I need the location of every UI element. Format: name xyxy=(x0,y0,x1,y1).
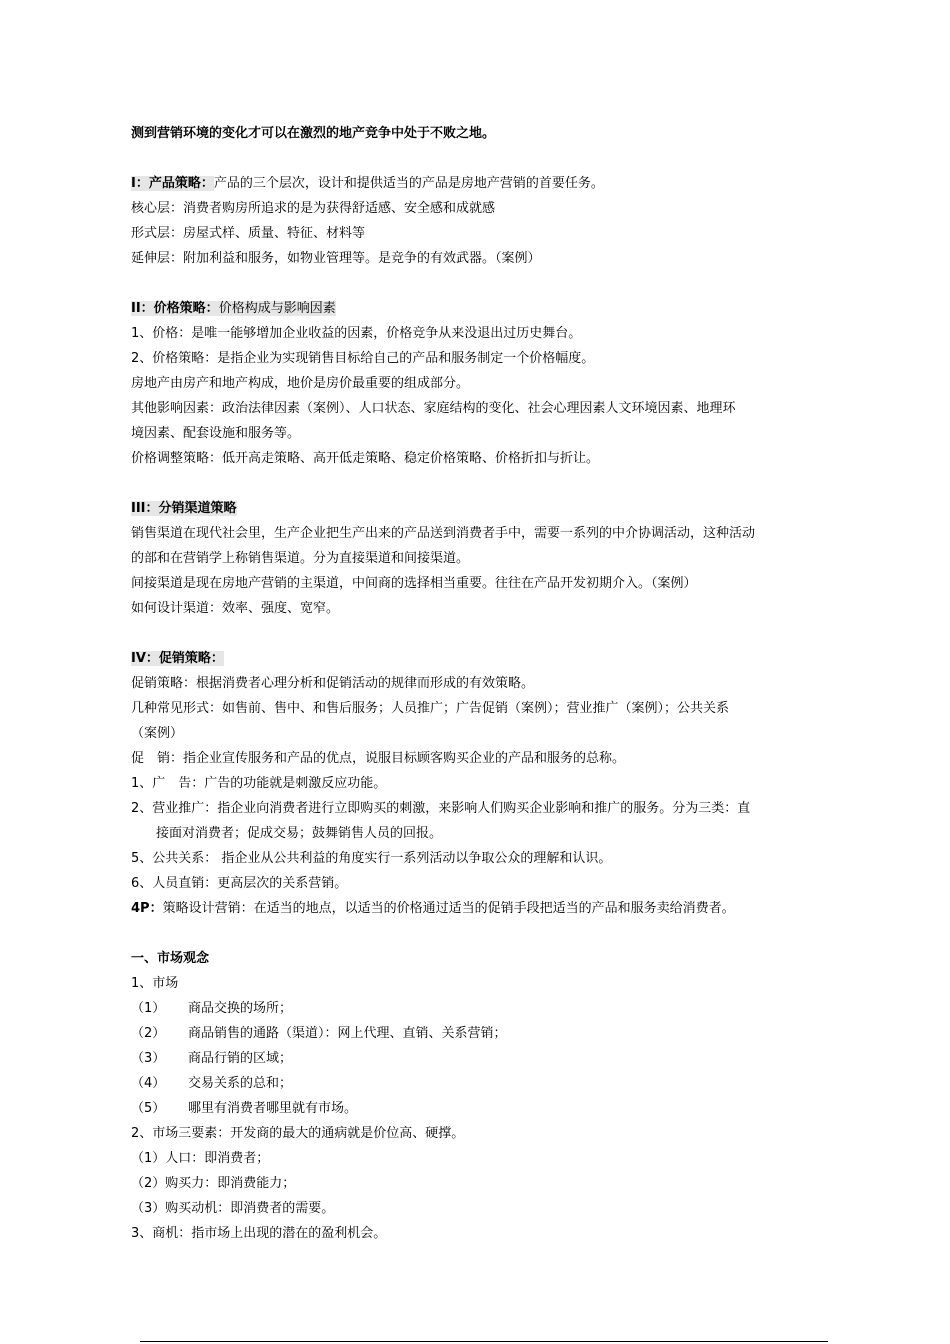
product-strategy-heading-line xyxy=(131,171,821,196)
paragraph-line: 促销策略：根据消费者心理分析和促销活动的规律而形成的有效策略。 xyxy=(131,676,535,691)
market-concept-heading: 一、市场观念 xyxy=(131,951,210,966)
product-strategy-text: 产品的三个层次，设计和提供适当的产品是房地产营销的首要任务。 xyxy=(213,176,604,191)
paragraph-line: 几种常见形式：如售前、售中、和售后服务；人员推广；广告促销（案例）；营业推广（案例）；公共关系 xyxy=(131,701,730,716)
paragraph-line: 核心层：消费者购房所追求的是为获得舒适感、安全感和成就感 xyxy=(131,201,496,216)
list-item: （3）购买动机：即消费者的需要。 xyxy=(131,1201,335,1216)
intro-line: 测到营销环境的变化才可以在激烈的地产竞争中处于不败之地。 xyxy=(131,126,496,141)
channel-strategy-heading: III：分销渠道策略 xyxy=(131,501,237,516)
paragraph-line: 境因素、配套设施和服务等。 xyxy=(131,426,301,441)
document-page xyxy=(131,121,821,1246)
paragraph-line: 的部和在营销学上称销售渠道。分为直接渠道和间接渠道。 xyxy=(131,551,470,566)
paragraph-line: 2、市场三要素：开发商的最大的通病就是价位高、硬撑。 xyxy=(131,1126,465,1141)
paragraph-line: 6、人员直销：更高层次的关系营销。 xyxy=(131,876,348,891)
paragraph-line: 3、商机：指市场上出现的潜在的盈利机会。 xyxy=(131,1226,387,1241)
paragraph-line: 其他影响因素：政治法律因素（案例）、人口状态、家庭结构的变化、社会心理因素人文环境因素、地理环 xyxy=(131,401,736,416)
paragraph-line: （案例） xyxy=(131,726,184,741)
paragraph-line: 房地产由房产和地产构成，地价是房价最重要的组成部分。 xyxy=(131,376,470,391)
paragraph-line: 1、广 告：广告的功能就是刺激反应功能。 xyxy=(131,776,387,791)
4p-line xyxy=(131,896,821,921)
paragraph-line: 1、价格：是唯一能够增加企业收益的因素，价格竞争从来没退出过历史舞台。 xyxy=(131,326,582,341)
promotion-strategy-heading-line xyxy=(131,646,821,671)
price-strategy-heading-line xyxy=(131,296,821,321)
list-item: （2）购买力：即消费能力； xyxy=(131,1176,296,1191)
footer-rule xyxy=(140,1341,828,1342)
paragraph-line: 1、市场 xyxy=(131,976,179,991)
list-item: （3） 商品行销的区域； xyxy=(131,1051,293,1066)
spacer xyxy=(131,621,821,646)
paragraph-line: 延伸层：附加利益和服务，如物业管理等。是竞争的有效武器。（案例） xyxy=(131,251,541,266)
paragraph-line: 形式层：房屋式样、质量、特征、材料等 xyxy=(131,226,366,241)
4p-label: 4P： xyxy=(131,901,163,916)
paragraph-line: 价格调整策略：低开高走策略、高开低走策略、稳定价格策略、价格折扣与折让。 xyxy=(131,451,600,466)
list-item: （1） 商品交换的场所； xyxy=(131,1001,293,1016)
spacer xyxy=(131,271,821,296)
paragraph-line: 如何设计渠道：效率、强度、宽窄。 xyxy=(131,601,340,616)
paragraph-line: 5、公共关系： 指企业从公共利益的角度实行一系列活动以争取公众的理解和认识。 xyxy=(131,851,612,866)
list-item: （2） 商品销售的通路（渠道）：网上代理、直销、关系营销； xyxy=(131,1026,507,1041)
paragraph-line: 接面对消费者；促成交易；鼓舞销售人员的回报。 xyxy=(156,826,443,841)
paragraph-line: 2、价格策略：是指企业为实现销售目标给自己的产品和服务制定一个价格幅度。 xyxy=(131,351,595,366)
spacer xyxy=(131,921,821,946)
promotion-strategy-heading: IV：促销策略： xyxy=(131,651,224,666)
4p-text: 策略设计营销：在适当的地点，以适当的价格通过适当的促销手段把适当的产品和服务卖给消费者。 xyxy=(162,901,735,916)
spacer xyxy=(131,471,821,496)
channel-strategy-heading-line xyxy=(131,496,821,521)
paragraph-line: 销售渠道在现代社会里，生产企业把生产出来的产品送到消费者手中，需要一系列的中介协调活动，这种活动 xyxy=(131,526,756,541)
paragraph-line: 间接渠道是现在房地产营销的主渠道，中间商的选择相当重要。往往在产品开发初期介入。（案例） xyxy=(131,576,697,591)
spacer xyxy=(131,146,821,171)
product-strategy-heading: I：产品策略： xyxy=(131,176,214,191)
paragraph-line: 促 销：指企业宣传服务和产品的优点，说服目标顾客购买企业的产品和服务的总称。 xyxy=(131,751,626,766)
list-item: （4） 交易关系的总和； xyxy=(131,1076,293,1091)
price-strategy-text: 价格构成与影响因素 xyxy=(218,301,336,316)
list-item: （5） 哪里有消费者哪里就有市场。 xyxy=(131,1101,358,1116)
price-strategy-heading: II：价格策略： xyxy=(131,301,219,316)
paragraph-line: 2、营业推广：指企业向消费者进行立即购买的刺激，来影响人们购买企业影响和推广的服务。分为三类：直 xyxy=(131,801,751,816)
list-item: （1）人口：即消费者； xyxy=(131,1151,270,1166)
